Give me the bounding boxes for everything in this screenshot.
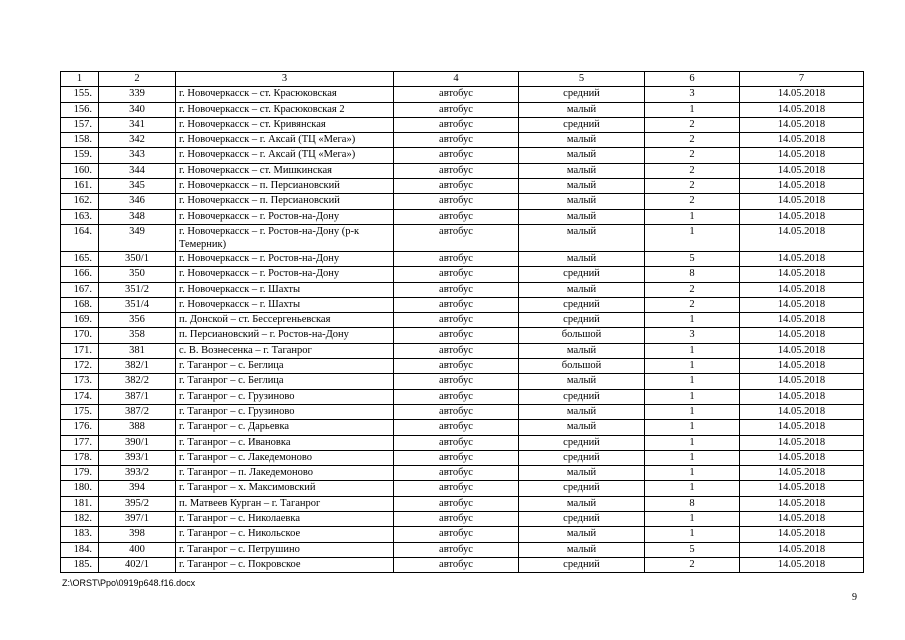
table-cell: 14.05.2018 xyxy=(740,251,864,266)
table-cell: г. Таганрог – с. Петрушино xyxy=(176,542,394,557)
table-cell: 387/1 xyxy=(99,389,176,404)
table-cell: автобус xyxy=(394,374,519,389)
table-cell: 167. xyxy=(61,282,99,297)
table-cell: 161. xyxy=(61,179,99,194)
table-cell: п. Персиановский – г. Ростов-на-Дону xyxy=(176,328,394,343)
header-cell: 2 xyxy=(99,72,176,87)
table-cell: 179. xyxy=(61,466,99,481)
table-row xyxy=(61,194,864,209)
table-cell: малый xyxy=(519,102,645,117)
table-cell: 5 xyxy=(645,251,740,266)
table-cell: автобус xyxy=(394,209,519,224)
table-cell: автобус xyxy=(394,163,519,178)
table-cell: малый xyxy=(519,527,645,542)
table-cell: 358 xyxy=(99,328,176,343)
table-cell: 1 xyxy=(645,374,740,389)
table-row xyxy=(61,542,864,557)
table-cell: 2 xyxy=(645,163,740,178)
table-cell: автобус xyxy=(394,117,519,132)
table-cell: 344 xyxy=(99,163,176,178)
table-cell: г. Новочеркасск – ст. Красюковская xyxy=(176,87,394,102)
table-cell: автобус xyxy=(394,251,519,266)
table-row xyxy=(61,404,864,419)
table-cell: 388 xyxy=(99,420,176,435)
table-row xyxy=(61,313,864,328)
table-cell: г. Новочеркасск – ст. Мишкинская xyxy=(176,163,394,178)
table-cell: автобус xyxy=(394,102,519,117)
table-cell: 397/1 xyxy=(99,512,176,527)
table-cell: 175. xyxy=(61,404,99,419)
table-cell: 8 xyxy=(645,496,740,511)
table-row xyxy=(61,297,864,312)
table-cell: автобус xyxy=(394,496,519,511)
table-row xyxy=(61,343,864,358)
table-cell: 14.05.2018 xyxy=(740,466,864,481)
table-row xyxy=(61,512,864,527)
table-row xyxy=(61,466,864,481)
table-cell: 14.05.2018 xyxy=(740,512,864,527)
table-cell: 14.05.2018 xyxy=(740,117,864,132)
table-cell: 14.05.2018 xyxy=(740,435,864,450)
table-cell: средний xyxy=(519,481,645,496)
table-cell: 183. xyxy=(61,527,99,542)
table-cell: г. Новочеркасск – г. Ростов-на-Дону xyxy=(176,267,394,282)
table-cell: 351/4 xyxy=(99,297,176,312)
table-cell: автобус xyxy=(394,404,519,419)
table-cell: 169. xyxy=(61,313,99,328)
table-cell: 14.05.2018 xyxy=(740,481,864,496)
table-cell: п. Матвеев Курган – г. Таганрог xyxy=(176,496,394,511)
table-cell: 166. xyxy=(61,267,99,282)
header-row xyxy=(61,72,864,87)
table-cell: 170. xyxy=(61,328,99,343)
table-cell: 14.05.2018 xyxy=(740,102,864,117)
header-cell: 6 xyxy=(645,72,740,87)
table-cell: г. Новочеркасск – г. Аксай (ТЦ «Мега») xyxy=(176,148,394,163)
table-cell: 159. xyxy=(61,148,99,163)
table-cell: 2 xyxy=(645,282,740,297)
table-cell: 8 xyxy=(645,267,740,282)
table-cell: 1 xyxy=(645,435,740,450)
table-cell: 184. xyxy=(61,542,99,557)
table-cell: 398 xyxy=(99,527,176,542)
table-cell: автобус xyxy=(394,389,519,404)
table-cell: автобус xyxy=(394,224,519,251)
table-cell: 14.05.2018 xyxy=(740,224,864,251)
table-cell: г. Таганрог – с. Покровское xyxy=(176,557,394,572)
table-cell: 162. xyxy=(61,194,99,209)
table-row xyxy=(61,148,864,163)
table-row xyxy=(61,420,864,435)
table-cell: г. Таганрог – х. Максимовский xyxy=(176,481,394,496)
table-cell: 171. xyxy=(61,343,99,358)
table-cell: 351/2 xyxy=(99,282,176,297)
table-cell: 339 xyxy=(99,87,176,102)
table-cell: 14.05.2018 xyxy=(740,133,864,148)
table-cell: автобус xyxy=(394,512,519,527)
table-row xyxy=(61,328,864,343)
table-row xyxy=(61,179,864,194)
table-cell: 3 xyxy=(645,328,740,343)
table-row xyxy=(61,450,864,465)
table-cell: 3 xyxy=(645,87,740,102)
header-cell: 4 xyxy=(394,72,519,87)
table-cell: 163. xyxy=(61,209,99,224)
table-cell: г. Новочеркасск – ст. Красюковская 2 xyxy=(176,102,394,117)
table-cell: средний xyxy=(519,450,645,465)
table-cell: 14.05.2018 xyxy=(740,194,864,209)
table-cell: 1 xyxy=(645,343,740,358)
table-row xyxy=(61,496,864,511)
table-cell: 1 xyxy=(645,359,740,374)
table-cell: 178. xyxy=(61,450,99,465)
table-cell: 348 xyxy=(99,209,176,224)
table-cell: п. Донской – ст. Бессергеньевская xyxy=(176,313,394,328)
table-row xyxy=(61,102,864,117)
table-cell: автобус xyxy=(394,297,519,312)
table-cell: 14.05.2018 xyxy=(740,148,864,163)
table-cell: средний xyxy=(519,389,645,404)
table-cell: 14.05.2018 xyxy=(740,267,864,282)
table-cell: средний xyxy=(519,435,645,450)
table-cell: автобус xyxy=(394,328,519,343)
table-cell: 14.05.2018 xyxy=(740,404,864,419)
table-cell: малый xyxy=(519,224,645,251)
table-cell: 168. xyxy=(61,297,99,312)
table-cell: 400 xyxy=(99,542,176,557)
table-cell: автобус xyxy=(394,148,519,163)
table-cell: 341 xyxy=(99,117,176,132)
table-cell: 158. xyxy=(61,133,99,148)
table-cell: малый xyxy=(519,209,645,224)
table-cell: 395/2 xyxy=(99,496,176,511)
table-cell: 393/1 xyxy=(99,450,176,465)
table-cell: 14.05.2018 xyxy=(740,87,864,102)
table-cell: г. Новочеркасск – г. Ростов-на-Дону (р-к Темерник) xyxy=(176,224,394,251)
table-row xyxy=(61,282,864,297)
table-cell: автобус xyxy=(394,359,519,374)
document-file-path: Z:\ORST\Ppo\0919p648.f16.docx xyxy=(62,578,196,588)
table-cell: автобус xyxy=(394,542,519,557)
table-cell: 177. xyxy=(61,435,99,450)
table-cell: автобус xyxy=(394,450,519,465)
table-cell: 2 xyxy=(645,148,740,163)
table-cell: 14.05.2018 xyxy=(740,527,864,542)
table-cell: малый xyxy=(519,420,645,435)
table-cell: 394 xyxy=(99,481,176,496)
table-cell: 349 xyxy=(99,224,176,251)
table-cell: 14.05.2018 xyxy=(740,297,864,312)
table-cell: 14.05.2018 xyxy=(740,420,864,435)
table-cell: 176. xyxy=(61,420,99,435)
table-cell: 14.05.2018 xyxy=(740,209,864,224)
table-cell: автобус xyxy=(394,87,519,102)
table-cell: средний xyxy=(519,297,645,312)
table-cell: 165. xyxy=(61,251,99,266)
table-cell: 14.05.2018 xyxy=(740,450,864,465)
table-cell: 14.05.2018 xyxy=(740,163,864,178)
table-cell: 164. xyxy=(61,224,99,251)
table-row xyxy=(61,251,864,266)
table-cell: 2 xyxy=(645,117,740,132)
table-cell: 182. xyxy=(61,512,99,527)
header-cell: 3 xyxy=(176,72,394,87)
table-row xyxy=(61,359,864,374)
table-row xyxy=(61,557,864,572)
page-number: 9 xyxy=(852,592,857,603)
table-row xyxy=(61,117,864,132)
table-cell: автобус xyxy=(394,313,519,328)
table-cell: малый xyxy=(519,542,645,557)
table-cell: г. Таганрог – с. Грузиново xyxy=(176,389,394,404)
table-cell: 393/2 xyxy=(99,466,176,481)
table-cell: г. Новочеркасск – ст. Кривянская xyxy=(176,117,394,132)
table-cell: малый xyxy=(519,133,645,148)
table-cell: 1 xyxy=(645,102,740,117)
table-cell: 1 xyxy=(645,466,740,481)
table-cell: малый xyxy=(519,496,645,511)
table-cell: 1 xyxy=(645,512,740,527)
table-cell: 14.05.2018 xyxy=(740,313,864,328)
table-cell: малый xyxy=(519,179,645,194)
table-cell: 390/1 xyxy=(99,435,176,450)
table-cell: г. Таганрог – с. Беглица xyxy=(176,359,394,374)
table-cell: автобус xyxy=(394,282,519,297)
table-cell: 1 xyxy=(645,209,740,224)
table-cell: 156. xyxy=(61,102,99,117)
table-cell: 1 xyxy=(645,527,740,542)
table-row xyxy=(61,224,864,251)
table-cell: 174. xyxy=(61,389,99,404)
table-cell: средний xyxy=(519,87,645,102)
table-cell: малый xyxy=(519,374,645,389)
table-cell: 14.05.2018 xyxy=(740,359,864,374)
table-cell: 343 xyxy=(99,148,176,163)
table-cell: автобус xyxy=(394,194,519,209)
table-row xyxy=(61,435,864,450)
table-cell: средний xyxy=(519,512,645,527)
table-cell: 173. xyxy=(61,374,99,389)
header-cell: 1 xyxy=(61,72,99,87)
table-cell: 356 xyxy=(99,313,176,328)
table-cell: 14.05.2018 xyxy=(740,557,864,572)
table-cell: 185. xyxy=(61,557,99,572)
table-cell: средний xyxy=(519,557,645,572)
table-cell: 345 xyxy=(99,179,176,194)
table-cell: 180. xyxy=(61,481,99,496)
table-cell: 155. xyxy=(61,87,99,102)
table-cell: 2 xyxy=(645,133,740,148)
table-cell: г. Таганрог – с. Лакедемоново xyxy=(176,450,394,465)
routes-table xyxy=(60,71,864,573)
table-cell: 382/1 xyxy=(99,359,176,374)
table-cell: г. Новочеркасск – г. Ростов-на-Дону xyxy=(176,251,394,266)
table-cell: г. Таганрог – с. Никольское xyxy=(176,527,394,542)
table-cell: 14.05.2018 xyxy=(740,328,864,343)
table-cell: 160. xyxy=(61,163,99,178)
table-cell: автобус xyxy=(394,435,519,450)
table-cell: автобус xyxy=(394,557,519,572)
table-cell: автобус xyxy=(394,466,519,481)
table-cell: 2 xyxy=(645,557,740,572)
table-cell: 381 xyxy=(99,343,176,358)
table-cell: 181. xyxy=(61,496,99,511)
table-cell: 14.05.2018 xyxy=(740,343,864,358)
table-cell: малый xyxy=(519,194,645,209)
table-cell: малый xyxy=(519,404,645,419)
table-cell: 402/1 xyxy=(99,557,176,572)
table-row xyxy=(61,389,864,404)
table-cell: 346 xyxy=(99,194,176,209)
table-row xyxy=(61,267,864,282)
table-cell: большой xyxy=(519,359,645,374)
table-cell: 2 xyxy=(645,179,740,194)
table-cell: г. Таганрог – с. Грузиново xyxy=(176,404,394,419)
table-cell: 340 xyxy=(99,102,176,117)
table-cell: г. Новочеркасск – г. Ростов-на-Дону xyxy=(176,209,394,224)
table-row xyxy=(61,374,864,389)
table-cell: средний xyxy=(519,267,645,282)
table-cell: г. Новочеркасск – г. Шахты xyxy=(176,297,394,312)
table-cell: г. Новочеркасск – г. Аксай (ТЦ «Мега») xyxy=(176,133,394,148)
table-cell: 2 xyxy=(645,194,740,209)
table-cell: средний xyxy=(519,117,645,132)
table-cell: 14.05.2018 xyxy=(740,542,864,557)
table-cell: с. В. Вознесенка – г. Таганрог xyxy=(176,343,394,358)
table-cell: 1 xyxy=(645,450,740,465)
table-row xyxy=(61,87,864,102)
table-cell: большой xyxy=(519,328,645,343)
table-cell: г. Новочеркасск – п. Персиановский xyxy=(176,179,394,194)
table-row xyxy=(61,209,864,224)
table-cell: 1 xyxy=(645,420,740,435)
table-cell: средний xyxy=(519,313,645,328)
table-cell: 5 xyxy=(645,542,740,557)
table-cell: 1 xyxy=(645,481,740,496)
table-cell: г. Новочеркасск – п. Персиановский xyxy=(176,194,394,209)
table-cell: малый xyxy=(519,466,645,481)
table-cell: 1 xyxy=(645,404,740,419)
table-cell: 172. xyxy=(61,359,99,374)
table-cell: 382/2 xyxy=(99,374,176,389)
table-cell: автобус xyxy=(394,527,519,542)
table-cell: г. Новочеркасск – г. Шахты xyxy=(176,282,394,297)
table-cell: г. Таганрог – с. Николаевка xyxy=(176,512,394,527)
table-cell: малый xyxy=(519,251,645,266)
table-cell: автобус xyxy=(394,420,519,435)
table-cell: 350 xyxy=(99,267,176,282)
table-cell: г. Таганрог – с. Ивановка xyxy=(176,435,394,450)
table-cell: г. Таганрог – с. Беглица xyxy=(176,374,394,389)
table-cell: автобус xyxy=(394,343,519,358)
table-cell: 14.05.2018 xyxy=(740,496,864,511)
table-cell: 157. xyxy=(61,117,99,132)
table-row xyxy=(61,163,864,178)
table-cell: 387/2 xyxy=(99,404,176,419)
table-cell: 1 xyxy=(645,389,740,404)
header-cell: 7 xyxy=(740,72,864,87)
header-cell: 5 xyxy=(519,72,645,87)
table-cell: малый xyxy=(519,148,645,163)
table-cell: 14.05.2018 xyxy=(740,389,864,404)
table-cell: 14.05.2018 xyxy=(740,179,864,194)
table-cell: автобус xyxy=(394,481,519,496)
table-cell: 350/1 xyxy=(99,251,176,266)
table-row xyxy=(61,481,864,496)
table-cell: 14.05.2018 xyxy=(740,282,864,297)
table-cell: 1 xyxy=(645,224,740,251)
table-cell: автобус xyxy=(394,179,519,194)
table-cell: 2 xyxy=(645,297,740,312)
table-cell: 14.05.2018 xyxy=(740,374,864,389)
table-cell: г. Таганрог – с. Дарьевка xyxy=(176,420,394,435)
table-row xyxy=(61,133,864,148)
table-cell: г. Таганрог – п. Лакедемоново xyxy=(176,466,394,481)
table-cell: 342 xyxy=(99,133,176,148)
table-cell: 1 xyxy=(645,313,740,328)
table-cell: малый xyxy=(519,343,645,358)
table-row xyxy=(61,527,864,542)
table-cell: автобус xyxy=(394,267,519,282)
table-cell: малый xyxy=(519,163,645,178)
table-cell: малый xyxy=(519,282,645,297)
table-cell: автобус xyxy=(394,133,519,148)
